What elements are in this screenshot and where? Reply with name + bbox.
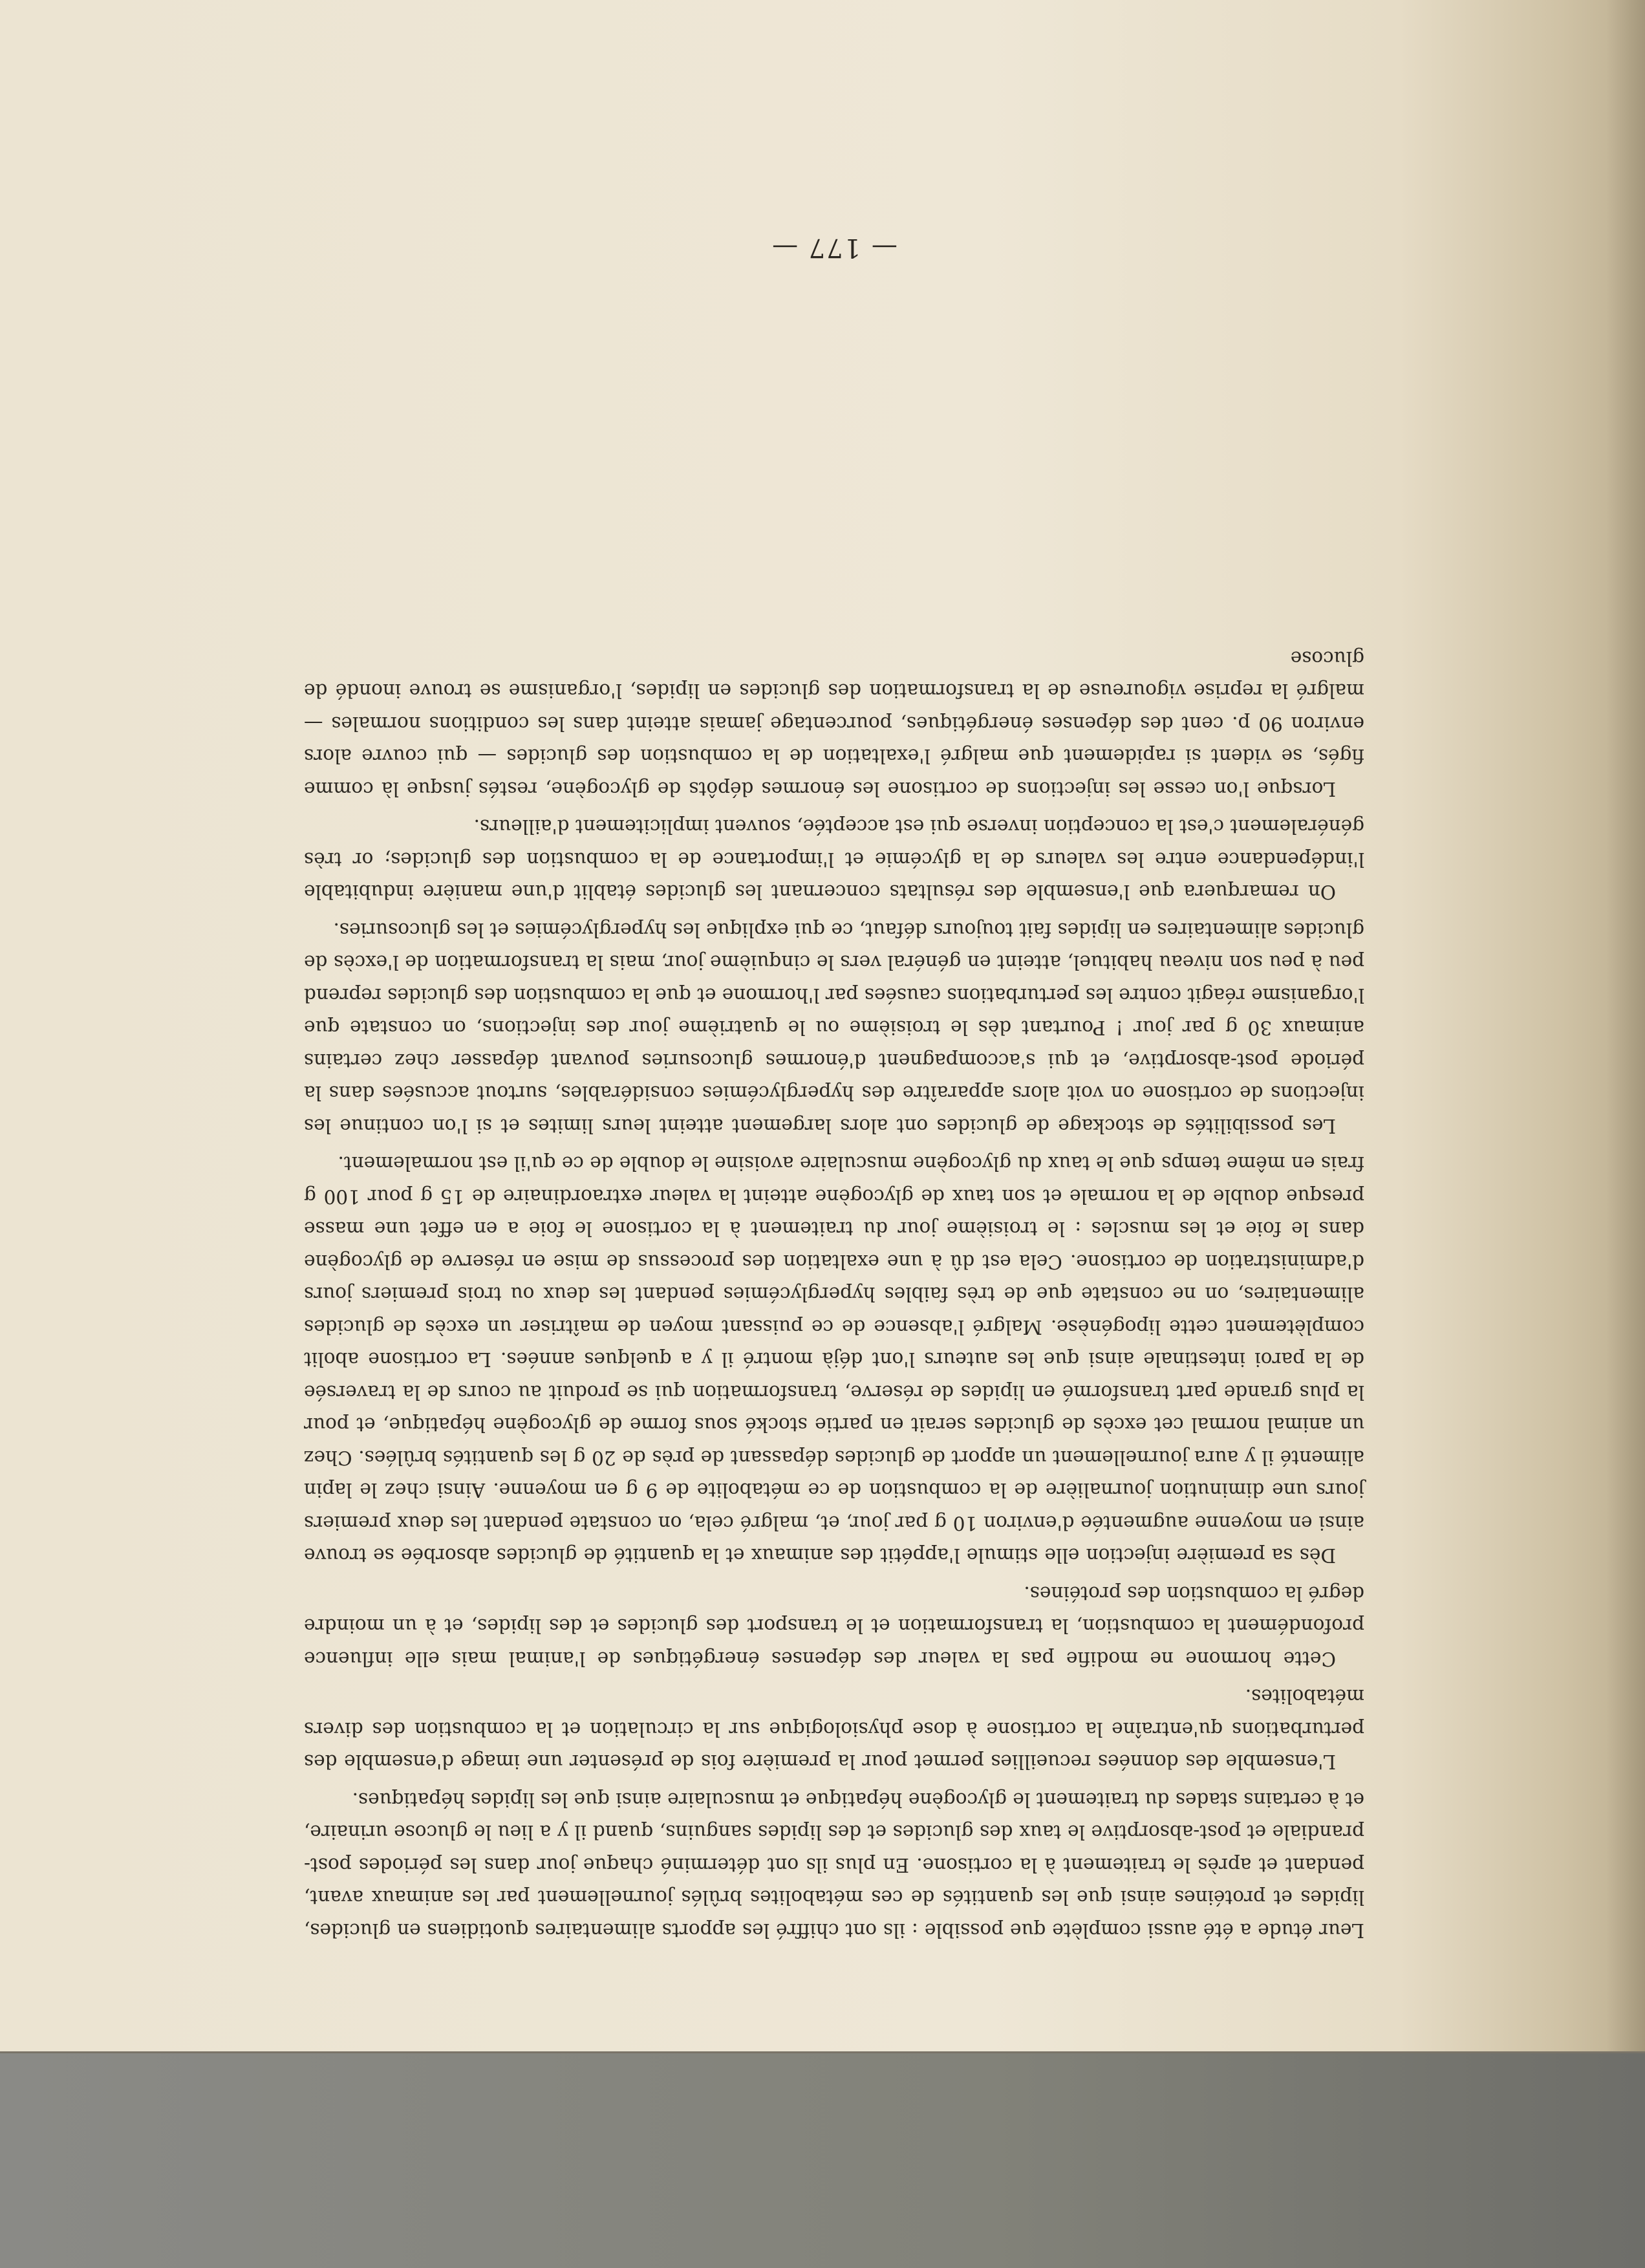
- page-edge-shadow: [1606, 0, 1645, 2051]
- paragraph-1: Leur étude a été aussi complète que possible : ils ont chiffré les apports alimentaires quotidiens en glucides, lipides et protéines ainsi que les quantités de ces métabolites brûlés journellement par les animaux avant, pendant et après le traitement à la cortisone. En plus ils ont déterminé chaque jour dans les périodes post-prandiale et post-absorptive le taux des glucides et des lipides sanguins, quand il y a lieu le glucose urinaire, et à certains stades du traitement le glycogène hépatique et musculaire ainsi que les lipides hépatiques.: [304, 1789, 1364, 1941]
- scanner-background: [0, 2051, 1645, 2268]
- paragraph-2: L'ensemble des données recueillies permet pour la première fois de présenter une image d'ensemble des perturbations qu'entraîne la cortisone à dose physiologique sur la circulation et la combustion des divers métabolites.: [304, 1685, 1364, 1773]
- paragraph-4: Dès sa première injection elle stimule l'appétit des animaux et la quantité de glucides absorbée se trouve ainsi en moyenne augmentée d'environ 10 g par jour, et, malgré cela, on constate pendant les deux premiers jours une diminution journalière de la combustion de ce métabolite de 9 g en moyenne. Ainsi chez le lapin alimenté il y aura journellement un apport de glucides dépassant de près de 20 g les quantités brûlées. Chez un animal normal cet excès de glucides serait en partie stocké sous forme de glycogène hépatique, et pour la plus grande part transformé en lipides de réserve, transformation qui se produit au cours de la traversée de la paroi intestinale ainsi que les auteurs l'ont déjà montré il y a quelques années. La cortisone abolit complètement cette lipogénèse. Malgré l'absence de ce puissant moyen de maîtriser un excès de glucides alimentaires, on ne constate que de très faibles hyperglycémies pendant les deux ou trois premiers jours d'administration de cortisone. Cela est dû à une exaltation des processus de mise en réserve de glycogène dans le foie et les muscles : le troisième jour du traitement à la cortisone le foie a en effet une masse presque double de la normale et son taux de glycogène atteint la valeur extraordinaire de 15 g pour 100 g frais en même temps que le taux du glycogène musculaire avoisine le double de ce qu'il est normalement.: [304, 1152, 1364, 1567]
- text-body: [304, 642, 1364, 1947]
- paragraph-5: Les possibilités de stockage de glucides ont alors largement atteint leurs limites et si l'on continue les injections de cortisone on voit alors apparaître des hyperglycémies considérables, surtout accusées dans la période post-absorptive, et qui s'accompagnent d'énormes glucosuries pouvant dépasser chez certains animaux 30 g par jour ! Pourtant dès le troisième ou le quatrième jour des injections, on constate que l'organisme réagit contre les perturbations causées par l'hormone et que la combustion des glucides reprend peu à peu son niveau habituel, atteint en général vers le cinquième jour, mais la transformation de l'excès de glucides alimentaires en lipides fait toujours défaut, ce qui explique les hyperglycémies et les glucosuries.: [304, 919, 1364, 1137]
- paragraph-6: On remarquera que l'ensemble des résultats concernant les glucides établit d'une manière indubitable l'indépendance entre les valeurs de la glycémie et l'importance de la combustion des glucides; or très généralement c'est la conception inverse qui est acceptée, souvent implicitement d'ailleurs.: [304, 815, 1364, 903]
- paragraph-7: Lorsque l'on cesse les injections de cortisone les énormes dépôts de glycogène, restés jusque là comme figés, se vident si rapidement que malgré l'exaltation de la combustion des glucides — qui couvre alors environ 90 p. cent des dépenses énergétiques, pourcentage jamais atteint dans les conditions normales — malgré la reprise vigoureuse de la transformation des glucides en lipides, l'organisme se trouve inondé de glucose: [304, 647, 1364, 800]
- page-content-rotated: [304, 233, 1364, 1947]
- paragraph-3: Cette hormone ne modifie pas la valeur des dépenses énergétiques de l'animal mais elle influence profondément la combustion, la transformation et le transport des glucides et des lipides, et à un moindre degré la combustion des protéines.: [304, 1582, 1364, 1670]
- page-number: — 177 —: [771, 233, 898, 263]
